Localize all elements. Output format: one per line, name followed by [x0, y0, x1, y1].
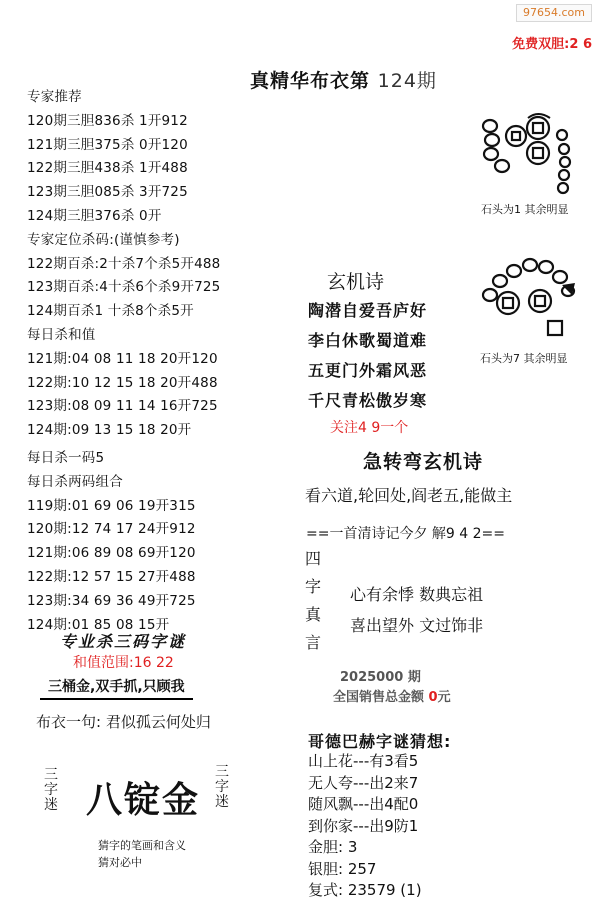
left-line: 119期:01 69 06 19开315 — [27, 497, 196, 514]
sum-range: 和值范围:16 22 — [73, 655, 174, 671]
left-line: 122期百杀:2十杀7个杀5开488 — [27, 255, 221, 272]
title-issue: 124期 — [377, 70, 437, 92]
riddle-label-char: 迷 — [215, 794, 229, 810]
left-line: 121期三胆375杀 0开120 — [27, 136, 188, 153]
riddle-label-char: 字 — [44, 782, 58, 798]
stone-caption-1: 石头为1 其余明显 — [481, 203, 569, 216]
left-line: 123期:34 69 36 49开725 — [27, 592, 196, 609]
stone-caption-2: 石头为7 其余明显 — [480, 352, 568, 365]
three-bucket-slogan: 三桶金,双手抓,只顾我 — [40, 676, 193, 700]
left-line: 121期:04 08 11 18 20开120 — [27, 350, 218, 367]
title-text: 真精华布衣第 — [250, 70, 371, 92]
left-line: 每日杀和值 — [27, 326, 96, 343]
left-line: 122期三胆438杀 1开488 — [27, 160, 188, 177]
riddle-label-char: 三 — [215, 764, 229, 780]
poem-line: 李白休歌蜀道难 — [308, 331, 428, 350]
left-line: 121期:06 89 08 69开120 — [27, 545, 196, 562]
riddle-hint-line: 猜字的笔画和含义 — [98, 839, 186, 852]
goldbach-riddle-line: 到你家---出9防1 — [308, 816, 419, 835]
pro-kill-heading: 专业杀三码字谜 — [60, 632, 187, 651]
watermark: 97654.com — [516, 4, 592, 22]
goldbach-riddle-title: 哥德巴赫字谜猜想: — [308, 732, 452, 751]
left-line: 每日杀一码5 — [27, 449, 105, 466]
four-word-row-2: 喜出望外 文过饰非 — [350, 616, 484, 635]
left-line: 专家推荐 — [27, 89, 82, 105]
expert-recommendation-column — [27, 86, 287, 637]
free-double-label: 免费双胆:2 6 — [512, 37, 592, 52]
four-word-label-char: 字 — [305, 577, 322, 596]
buyi-sentence: 布衣一句: 君似孤云何处归 — [36, 713, 211, 731]
four-word-label-char: 真 — [305, 605, 322, 624]
left-line: 每日杀两码组合 — [27, 473, 123, 490]
left-line: 123期百杀:4十杀6个杀9开725 — [27, 279, 221, 296]
left-line: 124期三胆376杀 0开 — [27, 207, 162, 224]
left-line: 专家定位杀码:(谨慎参考) — [27, 231, 180, 248]
left-line: 124期:01 85 08 15开 — [27, 616, 170, 633]
riddle-word: 八锭金 — [86, 780, 201, 821]
poem-title: 玄机诗 — [327, 271, 385, 293]
left-line: 123期三胆085杀 3开725 — [27, 184, 188, 201]
four-word-label-char: 四 — [305, 549, 322, 568]
sales-label: 全国销售总金额 — [333, 690, 425, 705]
goldbach-riddle-line: 银胆: 257 — [308, 859, 377, 878]
poem-line: 千尺青松傲岁寒 — [308, 391, 428, 410]
poem-focus-hint: 关注4 9一个 — [330, 420, 409, 436]
left-line: 122期:10 12 15 18 20开488 — [27, 374, 218, 391]
left-line: 123期:08 09 11 14 16开725 — [27, 398, 218, 415]
stone-coins-illustration-1 — [478, 108, 588, 198]
left-line: 120期三胆836杀 1开912 — [27, 112, 188, 129]
goldbach-riddle-line: 随风飘---出4配0 — [308, 795, 419, 813]
four-word-label-char: 言 — [305, 633, 322, 652]
riddle-hint — [98, 837, 186, 871]
sales-unit: 元 — [437, 690, 451, 705]
goldbach-riddle-line: 金胆: 3 — [308, 838, 358, 856]
sales-total — [333, 686, 451, 705]
goldbach-riddle-line: 复式: 23579 (1) — [308, 881, 422, 899]
riddle-label-char: 字 — [215, 779, 229, 795]
period-line: 2025000 期 — [340, 670, 421, 685]
left-line: 124期百杀1 十杀8个杀5开 — [27, 303, 194, 320]
left-line: 122期:12 57 15 27开488 — [27, 568, 196, 585]
riddle-poem-title: 急转弯玄机诗 — [363, 451, 484, 473]
left-line: 120期:12 74 17 24开912 — [27, 521, 196, 538]
riddle-hint-line: 猜对必中 — [98, 856, 142, 869]
four-word-label — [305, 545, 325, 657]
stone-coins-illustration-2 — [480, 255, 580, 345]
poem — [308, 296, 427, 416]
clear-poem-line: ==一首清诗记今夕 解9 4 2== — [306, 526, 505, 542]
left-line: 124期:09 13 15 18 20开 — [27, 422, 192, 439]
goldbach-riddle-list — [308, 751, 422, 902]
riddle-label-char: 三 — [44, 767, 58, 783]
four-word-row-1: 心有余悸 数典忘祖 — [350, 585, 484, 604]
poem-line: 五更门外霜风恶 — [308, 361, 428, 380]
goldbach-riddle-line: 无人夸---出2来7 — [308, 773, 419, 792]
sales-amount: 0 — [428, 690, 438, 705]
riddle-label-char: 迷 — [44, 797, 58, 813]
riddle-label-right — [213, 765, 231, 810]
riddle-poem-line: 看六道,轮回处,阎老五,能做主 — [305, 486, 513, 505]
riddle-label-left — [42, 768, 60, 813]
goldbach-riddle-line: 山上花---有3看5 — [308, 752, 419, 770]
poem-line: 陶潜自爱吾庐好 — [308, 301, 428, 320]
